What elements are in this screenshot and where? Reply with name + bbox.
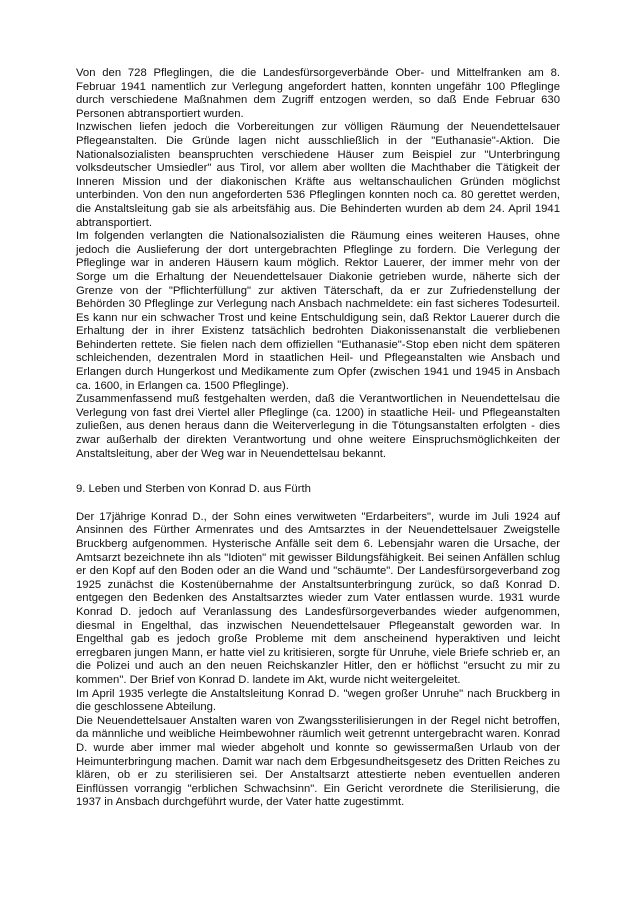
paragraph-raeumung-pflegeanstalten: Inzwischen liefen jedoch die Vorbereitungen zur völligen Räumung der Neuendettelsauer Pflegeanstalten. Die Gründe lagen nicht ausschließlich in der "Euthanasie"-Aktion. Die Nationalsozialisten beanspruchten verschiedene Häuser zum Beispiel zur "Unterbringung volksdeutscher Umsiedler" aus Tirol, vor allem aber wollten die Machthaber die Tätigkeit der Inneren Mission und der diakonischen Kräfte aus weltanschaulichen Gründen möglichst unterbinden. Von den nun angeforderten 536 Pfleglingen konnten noch ca. 80 gerettet werden, die Anstaltsleitung gab sie als arbeitsfähig aus. Die Behinderten wurden ab dem 24. April 1941 abtransportiert.	[76, 121, 560, 229]
document-page	[76, 67, 560, 810]
paragraph-zusammenfassung: Zusammenfassend muß festgehalten werden, daß die Verantwortlichen in Neuendettelsau die Verlegung von fast drei Viertel aller Pfleglinge (ca. 1200) in staatliche Heil- und Pflegeanstalten zuließen, aus denen heraus dann die Weiterverlegung in die Tötungsanstalten erfolgten - dies zwar außerhalb der direkten Verantwortung und ohne weitere Einspruchsmöglichkeiten der Anstaltsleitung, aber der Weg war in Neuendettelsau bekannt.	[76, 393, 560, 460]
heading-spacer	[76, 497, 560, 511]
paragraph-verlegung-bruckberg: Im April 1935 verlegte die Anstaltsleitung Konrad D. "wegen großer Unruhe" nach Bruckberg in die geschlossene Abteilung.	[76, 687, 560, 714]
paragraph-sterilisierung: Die Neuendettelsauer Anstalten waren von Zwangssterilisierungen in der Regel nicht betroffen, da männliche und weibliche Heimbewohner räumlich weit getrennt untergebracht waren. Konrad D. wurde aber immer mal wieder abgeholt und konnte so gewissermaßen Urlaub von der Heimunterbringung machen. Damit war nach dem Erbgesundheitsgesetz des Dritten Reiches zu klären, ob er zu sterilisieren sei. Der Anstaltsarzt attestierte neben eventuellen anderen Einflüssen vorrangig "erblichen Schwachsinn". Ein Gericht verordnete die Sterilisierung, die 1937 in Ansbach durchgeführt wurde, der Vater hatte zugestimmt.	[76, 714, 560, 809]
paragraph-rektor-lauerer: Im folgenden verlangten die Nationalsozialisten die Räumung eines weiteren Hauses, ohne jedoch die Auslieferung der dort untergebrachten Pfleglinge zu fordern. Die Verlegung der Pfleglinge war in anderen Häusern kaum möglich. Rektor Lauerer, der immer mehr von der Sorge um die Erhaltung der Neuendettelsauer Diakonie getrieben wurde, näherte sich der Grenze von der "Pflichterfüllung" zur aktiven Täterschaft, da er zur Zufriedenstellung der Behörden 30 Pfleglinge zur Verlegung nach Ansbach nachmeldete: ein fast sicheres Todesurteil. Es kann nur ein schwacher Trost und keine Entschuldigung sein, daß Rektor Lauerer durch die Erhaltung der in ihrer Existenz tatsächlich bedrohten Diakonissenanstalt die verbliebenen Behinderten rettete. Sie fielen nach dem offiziellen "Euthanasie"-Stop eben nicht dem späteren schleichenden, dezentralen Mord in staatlichen Heil- und Pflegeanstalten wie Ansbach und Erlangen durch Hungerkost und Medikamente zum Opfer (zwischen 1941 und 1945 in Ansbach ca. 1600, in Erlangen ca. 1500 Pfleglinge).	[76, 230, 560, 392]
paragraph-verlegung-februar-1941: Von den 728 Pfleglingen, die die Landesfürsorgeverbände Ober- und Mittelfranken am 8. Februar 1941 namentlich zur Verlegung angefordert hatten, konnten ungefähr 100 Pfleglinge durch verschiedene Maßnahmen dem Zugriff entzogen werden, so daß Ende Februar 630 Personen abtransportiert wurden.	[76, 67, 560, 120]
section-spacer	[76, 461, 560, 483]
section-heading: 9. Leben und Sterben von Konrad D. aus Fürth	[76, 483, 311, 496]
paragraph-konrad-d-biography: Der 17jährige Konrad D., der Sohn eines verwitweten "Erdarbeiters", wurde im Juli 1924 auf Ansinnen des Fürther Armenrates und des Amtsarztes in der Neuendettelsauer Zweigstelle Bruckberg aufgenommen. Hysterische Anfälle seit dem 6. Lebensjahr waren die Ursache, der Amtsarzt bezeichnete ihn als "Idioten" mit gewisser Bildungsfähigkeit. Bei seinen Anfällen schlug er den Kopf auf den Boden oder an die Wand und "schäumte". Der Landesfürsorgeverband zog 1925 zunächst die Kostenübernahme der Anstaltsunterbringung zurück, so daß Konrad D. entgegen den Bedenken des Anstaltsarztes wieder zum Vater entlassen wurde. 1931 wurde Konrad D. jedoch auf Veranlassung des Landesfürsorgeverbandes wieder aufgenommen, diesmal in Engelthal, das inzwischen Neuendettelsauer Pflegeanstalt geworden war. In Engelthal gab es jedoch große Probleme mit dem anscheinend hyperaktiven und leicht erregbaren jungen Mann, er hatte viel zu kritisieren, sorgte für Unruhe, viele Briefe schrieb er, an die Polizei und auch an den neuen Reichskanzler Hitler, den er höflichst "ersucht zu mir zu kommen". Der Brief von Konrad D. landete im Akt, wurde nicht weitergeleitet.	[76, 510, 560, 686]
